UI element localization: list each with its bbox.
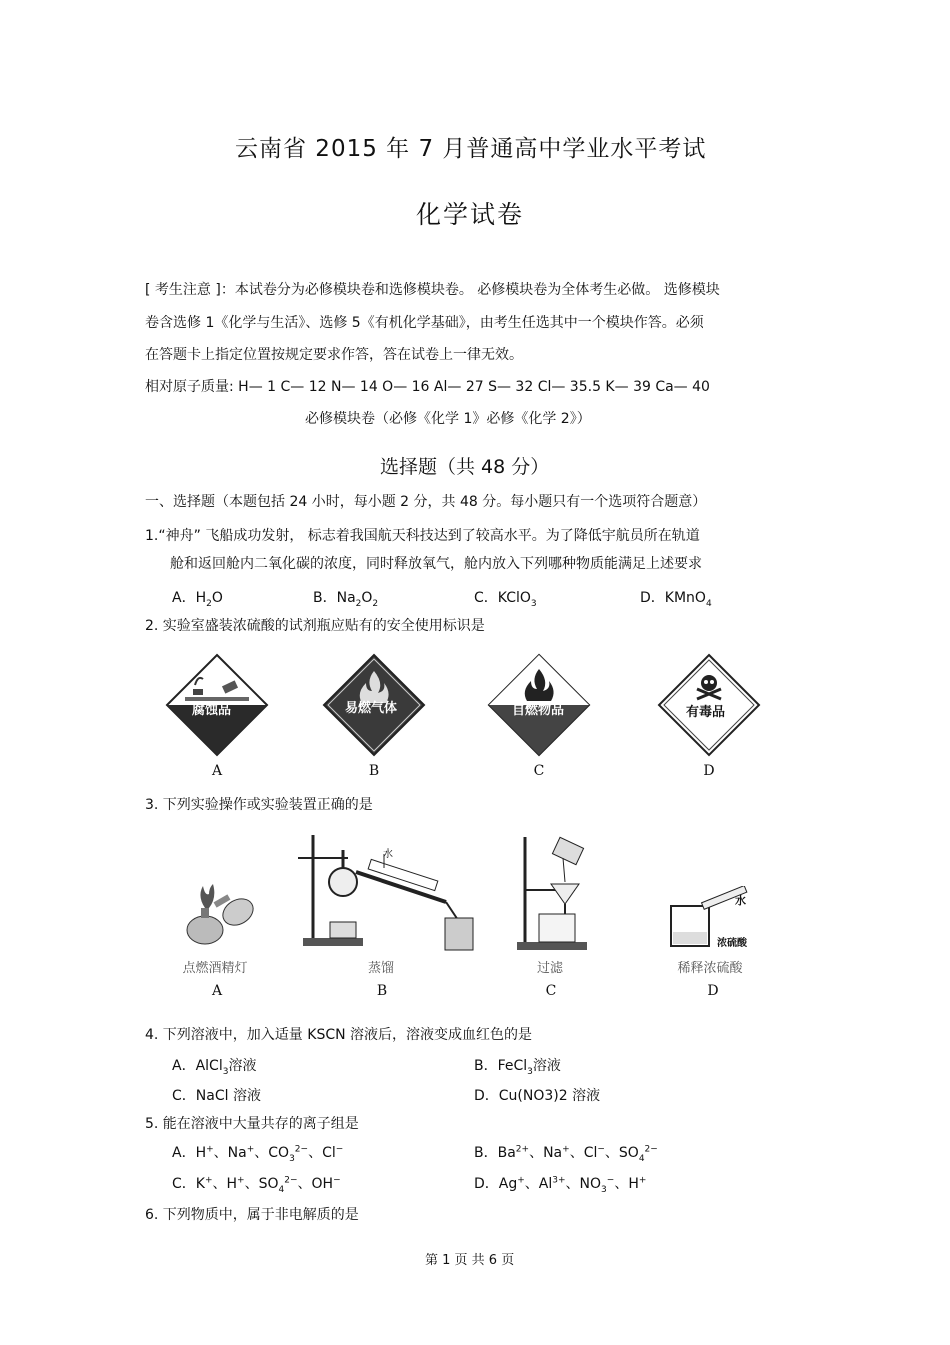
section-intro: 一、选择题（本题包括 24 小时，每小题 2 分，共 48 分。每小题只有一个选项符合题意） [145, 494, 707, 510]
sign-b-text: 易燃气体 [345, 701, 398, 716]
exam-title: 云南省 2015 年 7 月普通高中学业水平考试 [235, 136, 707, 162]
fig-a-caption: 点燃酒精灯 [182, 961, 248, 976]
q4-option-a: A．AlCl$_3$溶液 [172, 1058, 257, 1077]
q5-stem: 5. 能在溶液中大量共存的离子组是 [145, 1116, 359, 1132]
q5-option-c: C．K+、H+、$SO_4^{2-}$、OH− [172, 1175, 341, 1195]
sign-d-letter: D [703, 763, 715, 779]
q1-stem-1: 1.“神舟” 飞船成功发射， 标志着我国航天科技达到了较高水平。为了降低宇航员所在轨道 [145, 528, 700, 544]
fig-b-caption: 蒸馏 [367, 961, 394, 976]
q5-option-a: A．H+、Na+、$CO_3^{2-}$、Cl− [172, 1144, 344, 1164]
distill-water-mark: 水 [383, 849, 393, 860]
sign-c-text: 自燃物品 [512, 703, 565, 718]
sign-a-letter: A [211, 763, 223, 779]
dilute-water-mark: 水 [735, 894, 746, 907]
fig-a-letter: A [211, 983, 223, 999]
section-heading: 选择题（共 48 分） [380, 456, 550, 478]
exam-subtitle: 化学试卷 [416, 200, 525, 229]
sign-b-letter: B [368, 763, 380, 779]
sign-c-letter: C [533, 763, 545, 779]
q2-stem: 2. 实验室盛装浓硫酸的试剂瓶应贴有的安全使用标识是 [145, 618, 485, 634]
dilute-acid-mark: 浓硫酸 [717, 938, 747, 949]
q4-option-d: D．Cu(NO3)2 溶液 [474, 1088, 601, 1104]
atomic-masses: 相对原子质量: H— 1 C— 12 N— 14 O— 16 Al— 27 S— 32 Cl— 35.5 K— 39 Ca— 40 [145, 379, 710, 395]
notice-line-2: 卷含选修 1《化学与生活》、选修 5《有机化学基础》，由考生任选其中一个模块作答。必须 [145, 315, 704, 331]
fig-d-caption: 稀释浓硫酸 [677, 961, 743, 976]
q1-option-d: D．KMnO$_4$ [640, 590, 712, 609]
q6-stem: 6. 下列物质中，属于非电解质的是 [145, 1207, 359, 1223]
sign-d-text: 有毒品 [686, 705, 726, 720]
fig-b-letter: B [376, 983, 388, 999]
filtration-figure [515, 832, 595, 952]
notice-line-1: [ 考生注意 ]：本试卷分为必修模块卷和选修模块卷。 必修模块卷为全体考生必做。 选修模块 [145, 282, 720, 298]
page-footer: 第 1 页 共 6 页 [425, 1253, 515, 1268]
q1-option-c: C．KClO$_3$ [474, 590, 537, 609]
fig-c-caption: 过滤 [536, 961, 563, 976]
fig-c-letter: C [545, 983, 557, 999]
q5-option-d: D．Ag+、$Al^{3+}$、$NO_3^-$、H+ [474, 1175, 647, 1195]
alcohol-lamp-figure [180, 870, 260, 950]
q4-option-c: C．NaCl 溶液 [172, 1088, 261, 1104]
module-label: 必修模块卷（必修《化学 1》必修《化学 2》） [305, 411, 591, 427]
q4-option-b: B．FeCl$_3$溶液 [474, 1058, 561, 1077]
sign-a-text: 腐蚀品 [192, 703, 232, 718]
q5-option-b: B．$Ba^{2+}$、Na+、Cl−、$SO_4^{2-}$ [474, 1144, 658, 1164]
fig-d-letter: D [707, 983, 719, 999]
q1-option-b: B．$Na_2O_2$ [313, 590, 379, 609]
q1-stem-2: 舱和返回舱内二氧化碳的浓度，同时释放氧气，舱内放入下列哪种物质能满足上述要求 [170, 556, 702, 572]
q1-option-a: A．$H_2O$ [172, 590, 223, 609]
q4-stem: 4. 下列溶液中，加入适量 KSCN 溶液后，溶液变成血红色的是 [145, 1027, 533, 1043]
q3-stem: 3. 下列实验操作或实验装置正确的是 [145, 797, 373, 813]
notice-line-3: 在答题卡上指定位置按规定要求作答，答在试卷上一律无效。 [145, 347, 523, 363]
